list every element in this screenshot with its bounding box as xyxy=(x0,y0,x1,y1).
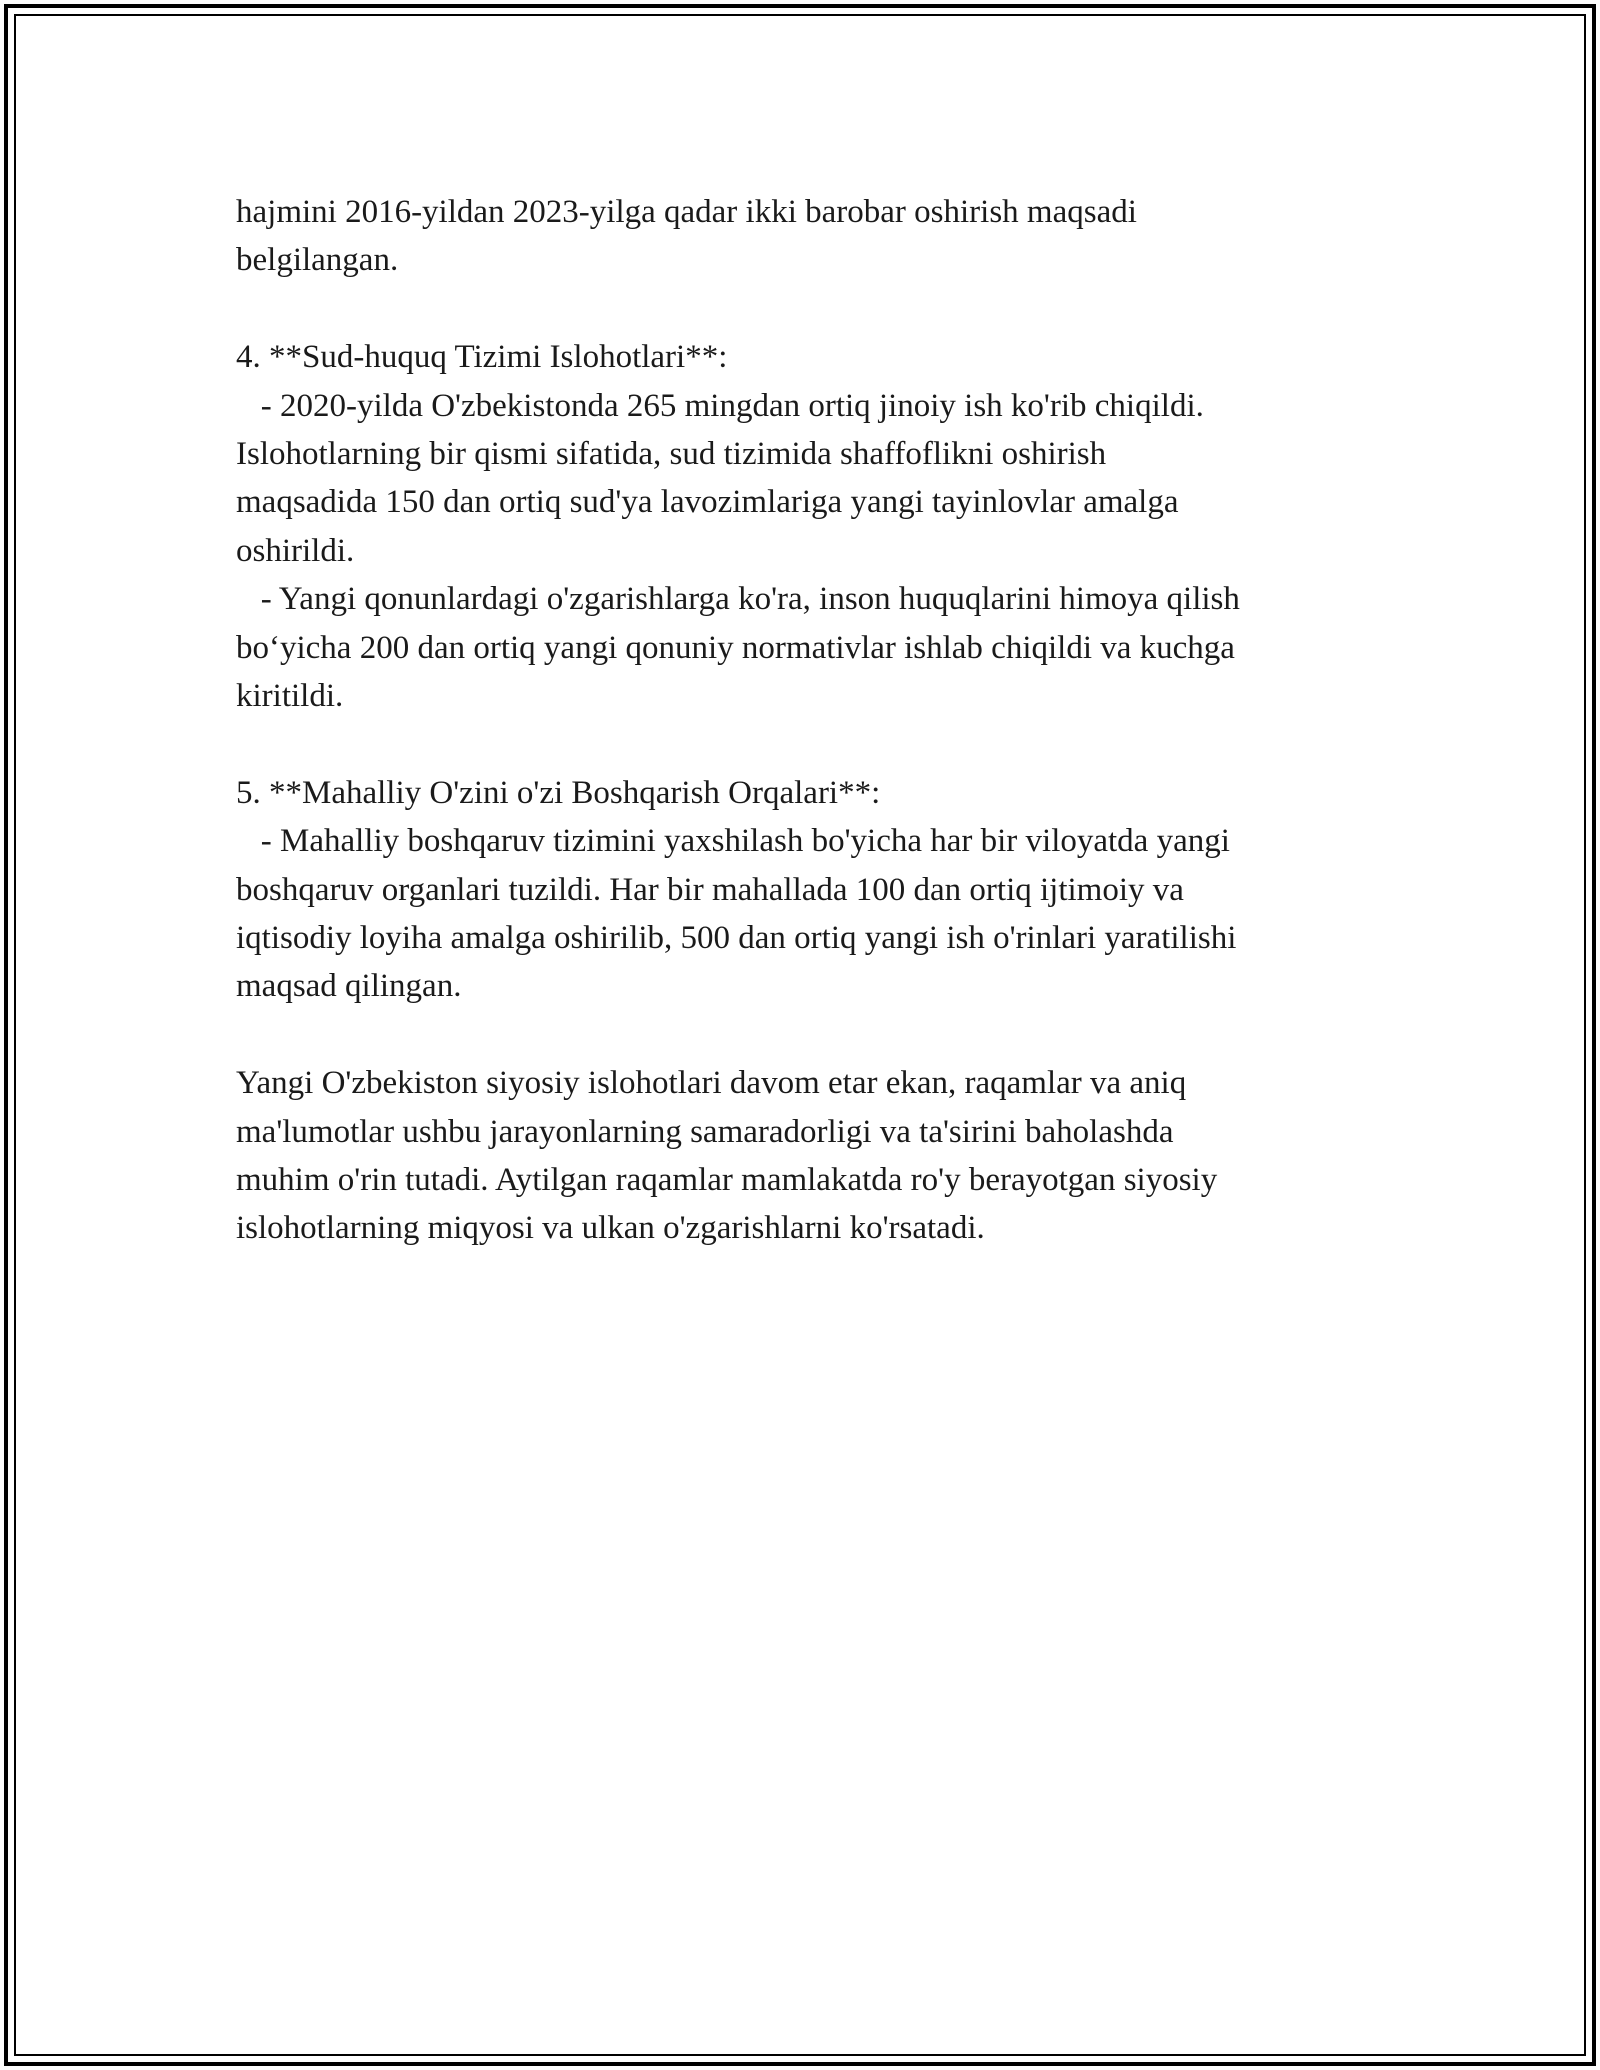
text-line: muhim o'rin tutadi. Aytilgan raqamlar mamlakatda ro'y berayotgan siyosiy xyxy=(236,1162,1218,1199)
text-line: maqsad qilingan. xyxy=(236,968,462,1005)
document-body xyxy=(236,188,1396,1253)
paragraph-gap xyxy=(236,285,1396,333)
text-line: islohotlarning miqyosi va ulkan o'zgarishlarni ko'rsatadi. xyxy=(236,1210,985,1247)
section-5-bullet-1 xyxy=(236,817,1396,1011)
paragraph-intro-continuation xyxy=(236,188,1396,285)
section-4-bullet-2 xyxy=(236,575,1396,720)
text-line: hajmini 2016-yildan 2023-yilga qadar ikki barobar oshirish maqsadi xyxy=(236,194,1137,230)
paragraph-gap xyxy=(236,1011,1396,1059)
text-line: kiritildi. xyxy=(236,678,344,715)
paragraph-gap xyxy=(236,720,1396,768)
text-line: belgilangan. xyxy=(236,242,399,279)
section-4-heading: 4. **Sud-huquq Tizimi Islohotlari**: xyxy=(236,339,728,376)
text-line: oshirildi. xyxy=(236,532,355,569)
text-line: Yangi O'zbekiston siyosiy islohotlari davom etar ekan, raqamlar va aniq xyxy=(236,1065,1187,1102)
text-line: maqsadida 150 dan ortiq sud'ya lavozimlariga yangi tayinlovlar amalga xyxy=(236,484,1179,521)
text-line: ma'lumotlar ushbu jarayonlarning samaradorligi va ta'sirini baholashda xyxy=(236,1113,1174,1150)
text-line: - 2020-yilda O'zbekistonda 265 mingdan ortiq jinoiy ish ko'rib chiqildi. xyxy=(236,387,1204,424)
text-line: Islohotlarning bir qismi sifatida, sud tizimida shaffoflikni oshirish xyxy=(236,436,1107,473)
section-4 xyxy=(236,333,1396,720)
text-line: - Mahalliy boshqaruv tizimini yaxshilash bo'yicha har bir viloyatda yangi xyxy=(236,823,1230,860)
text-line: bo‘yicha 200 dan ortiq yangi qonuniy normativlar ishlab chiqildi va kuchga xyxy=(236,629,1235,666)
section-5-heading: 5. **Mahalliy O'zini o'zi Boshqarish Orqalari**: xyxy=(236,774,881,811)
paragraph-conclusion xyxy=(236,1059,1396,1253)
text-line: - Yangi qonunlardagi o'zgarishlarga ko'ra, inson huquqlarini himoya qilish xyxy=(236,581,1240,618)
text-line: boshqaruv organlari tuzildi. Har bir mahallada 100 dan ortiq ijtimoiy va xyxy=(236,871,1184,908)
section-4-bullet-1 xyxy=(236,382,1396,576)
section-5 xyxy=(236,769,1396,1011)
text-line: iqtisodiy loyiha amalga oshirilib, 500 dan ortiq yangi ish o'rinlari yaratilishi xyxy=(236,920,1237,957)
